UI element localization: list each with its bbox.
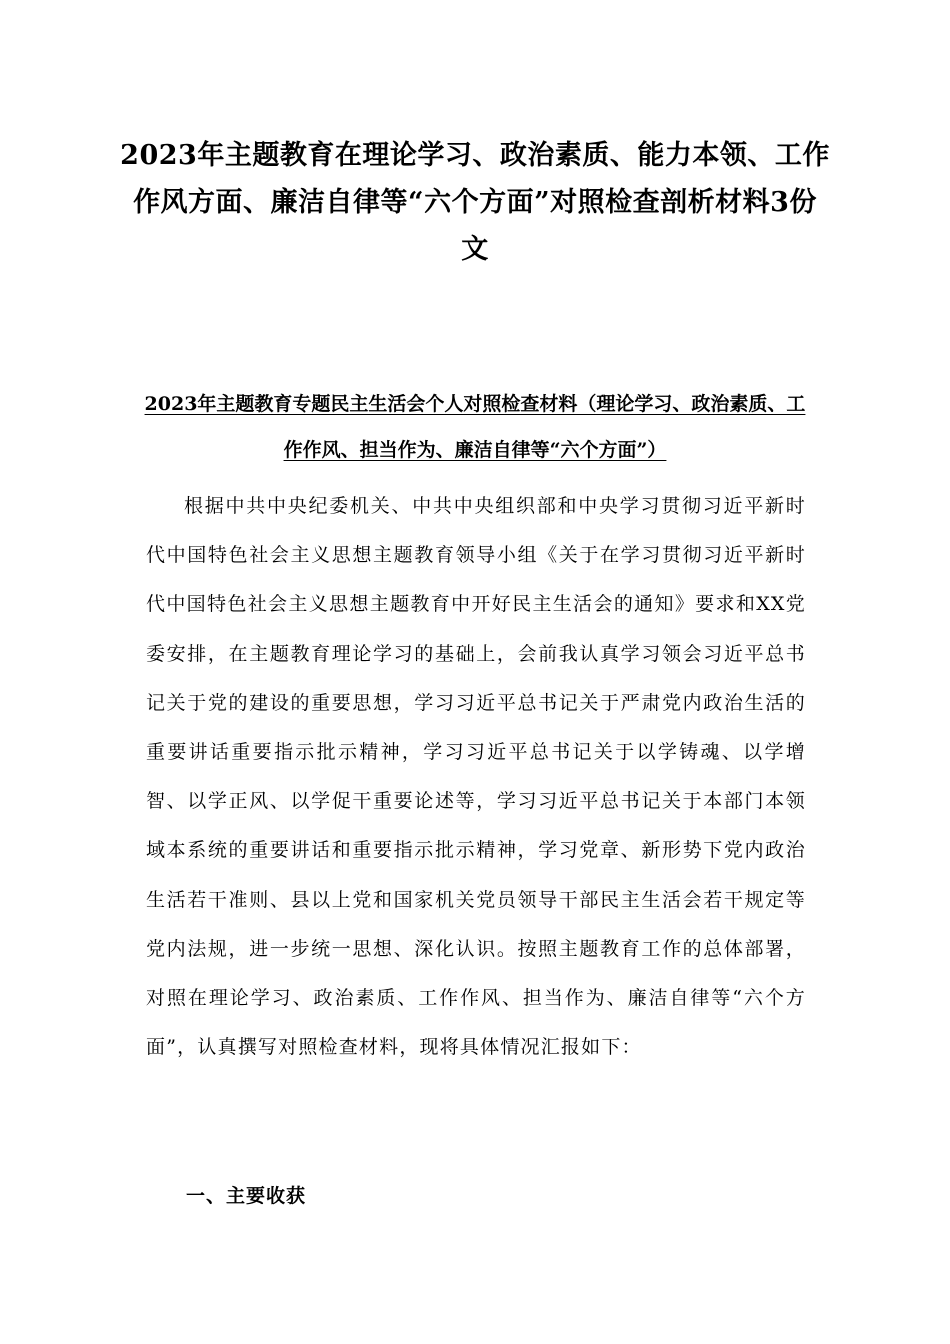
document-title: 2023年主题教育在理论学习、政治素质、能力本领、工作作风方面、廉洁自律等“六个方面”对照检查剖析材料3份文 [120, 140, 830, 265]
body-paragraph: 根据中共中央纪委机关、中共中央组织部和中央学习贯彻习近平新时代中国特色社会主义思想主题教育领导小组《关于在学习贯彻习近平新时代中国特色社会主义思想主题教育中开好民主生活会的通知》要求和XX党委安排，在主题教育理论学习的基础上，会前我认真学习领会习近平总书记关于党的建设的重要思想，学习习近平总书记关于严肃党内政治生活的重要讲话重要指示批示精神，学习习近平总书记关于以学铸魂、以学增智、以学正风、以学促干重要论述等，学习习近平总书记关于本部门本领域本系统的重要讲话和重要指示批示精神，学习党章、新形势下党内政治生活若干准则、县以上党和国家机关党员领导干部民主生活会若干规定等党内法规，进一步统一思想、深化认识。按照主题教育工作的总体部署，对照在理论学习、政治素质、工作作风、担当作为、廉洁自律等“六个方面”，认真撰写对照检查材料，现将具体情况汇报如下： [146, 495, 806, 1059]
document-subtitle: 2023年主题教育专题民主生活会个人对照检查材料（理论学习、政治素质、工作作风、担当作为、廉洁自律等“六个方面”） [144, 393, 806, 461]
section-heading: 一、主要收获 [186, 1185, 307, 1207]
